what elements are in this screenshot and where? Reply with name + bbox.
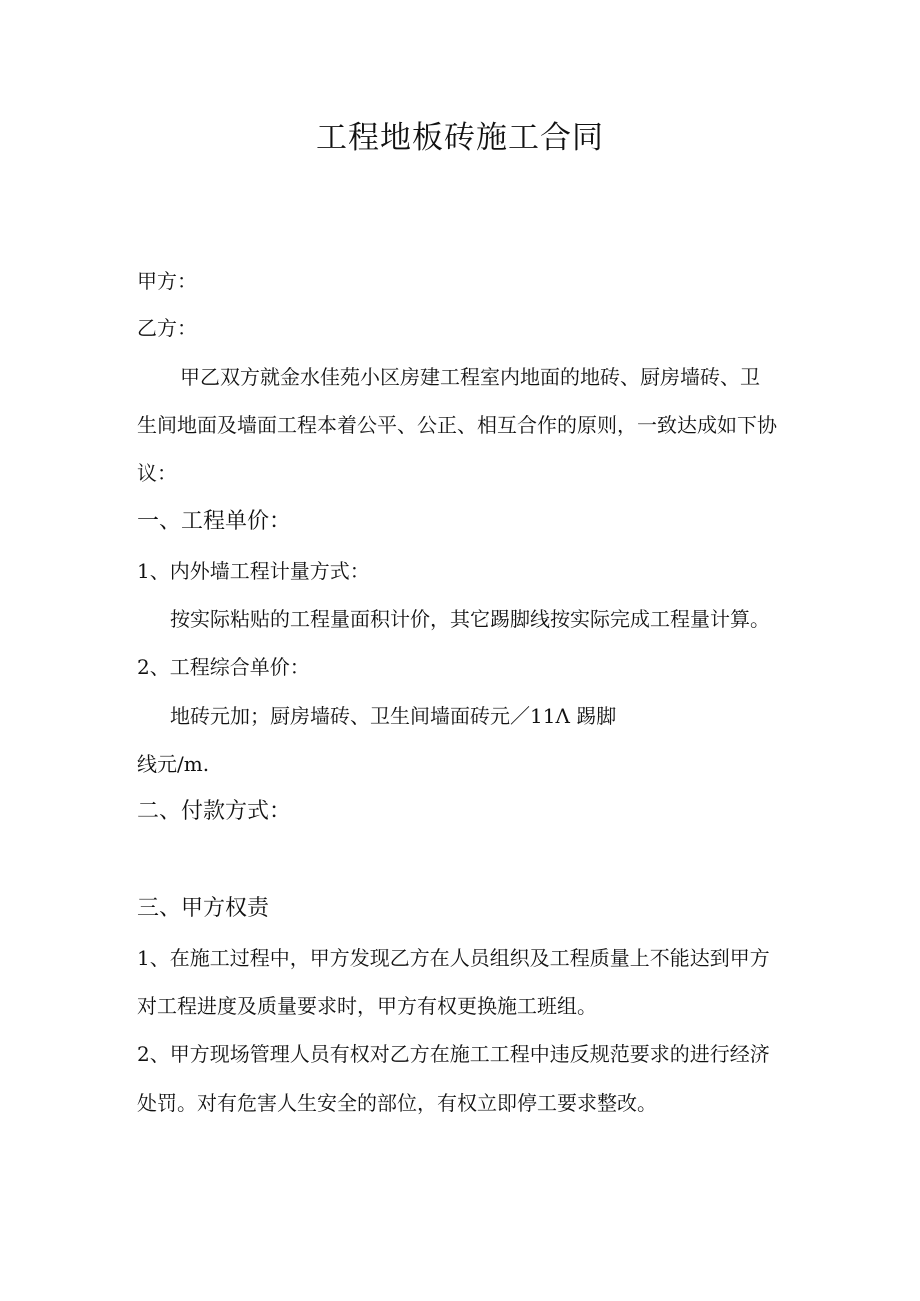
- document-title: 工程地板砖施工合同: [316, 120, 604, 156]
- party-a-label: 甲方：: [137, 269, 197, 293]
- section1-item1-text: 按实际粘贴的工程量面积计价，其它踢脚线按实际完成工程量计算。: [170, 607, 770, 631]
- section1-item2-text-line-2: 线元/m.: [137, 752, 210, 776]
- section1-heading: 一、工程单价：: [137, 509, 292, 534]
- section3-item2-line-2: 处罚。对有危害人生安全的部位，有权立即停工要求整改。: [137, 1091, 657, 1115]
- party-b-label: 乙方：: [137, 316, 197, 340]
- section3-item2-line-1: 2、甲方现场管理人员有权对乙方在施工工程中违反规范要求的进行经济: [137, 1042, 770, 1066]
- section1-item1-label: 1、内外墙工程计量方式：: [137, 559, 370, 583]
- section1-item2-label: 2、工程综合单价：: [137, 655, 310, 679]
- intro-line-1: 甲乙双方就金水佳苑小区房建工程室内地面的地砖、厨房墙砖、卫: [180, 365, 760, 389]
- section2-heading: 二、付款方式：: [137, 799, 292, 824]
- intro-line-2: 生间地面及墙面工程本着公平、公正、相互合作的原则，一致达成如下协: [137, 413, 777, 437]
- section1-item2-text-line-1: 地砖元加；厨房墙砖、卫生间墙面砖元／11Λ 踢脚: [170, 704, 617, 728]
- section3-heading: 三、甲方权责: [137, 896, 270, 921]
- section3-item1-line-2: 对工程进度及质量要求时，甲方有权更换施工班组。: [137, 994, 597, 1018]
- section3-item1-line-1: 1、在施工过程中，甲方发现乙方在人员组织及工程质量上不能达到甲方: [137, 946, 770, 970]
- intro-line-3: 议：: [137, 461, 177, 485]
